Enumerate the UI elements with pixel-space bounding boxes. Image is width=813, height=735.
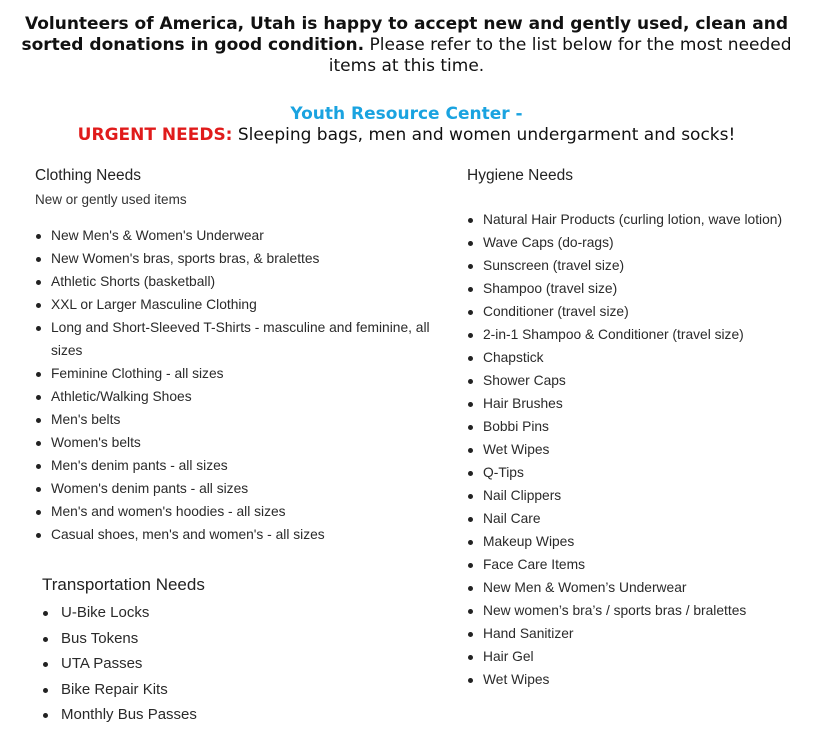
list-item: Bobbi Pins	[467, 415, 807, 438]
list-item: Men's belts	[35, 408, 450, 431]
list-item: New Women's bras, sports bras, & bralettes	[35, 247, 450, 270]
list-item: Sunscreen (travel size)	[467, 254, 807, 277]
intro-paragraph	[0, 14, 813, 77]
list-item: Face Care Items	[467, 553, 807, 576]
youth-resource-heading: Youth Resource Center -	[290, 104, 523, 124]
transportation-needs-section	[42, 574, 342, 728]
intro-bold-text: Volunteers of America, Utah is happy to accept new and gently used, clean and sorted donations in good condition.	[21, 14, 788, 55]
list-item: Athletic Shorts (basketball)	[35, 270, 450, 293]
list-item: U-Bike Locks	[42, 600, 342, 626]
list-item: Hair Brushes	[467, 392, 807, 415]
list-item: Women's belts	[35, 431, 450, 454]
clothing-needs-list	[35, 224, 450, 546]
list-item: Shower Caps	[467, 369, 807, 392]
list-item: Men's denim pants - all sizes	[35, 454, 450, 477]
list-item: Women's denim pants - all sizes	[35, 477, 450, 500]
hygiene-needs-list	[467, 208, 807, 691]
list-item: Feminine Clothing - all sizes	[35, 362, 450, 385]
list-item: Wet Wipes	[467, 668, 807, 691]
list-item: Men's and women's hoodies - all sizes	[35, 500, 450, 523]
list-item: Casual shoes, men's and women's - all sizes	[35, 523, 450, 546]
list-item: 2-in-1 Shampoo & Conditioner (travel size)	[467, 323, 807, 346]
list-item: New women’s bra’s / sports bras / bralettes	[467, 599, 807, 622]
list-item: Natural Hair Products (curling lotion, wave lotion)	[467, 208, 807, 231]
hygiene-needs-section	[467, 166, 807, 691]
list-item: Shampoo (travel size)	[467, 277, 807, 300]
urgent-needs-label: URGENT NEEDS:	[77, 125, 233, 145]
clothing-needs-subtitle: New or gently used items	[35, 192, 187, 207]
list-item: XXL or Larger Masculine Clothing	[35, 293, 450, 316]
intro-rest-text: Please refer to the list below for the most needed items at this time.	[328, 35, 792, 76]
list-item: Wave Caps (do-rags)	[467, 231, 807, 254]
list-item: Wet Wipes	[467, 438, 807, 461]
list-item: Makeup Wipes	[467, 530, 807, 553]
clothing-needs-section	[35, 166, 450, 546]
list-item: New Men's & Women's Underwear	[35, 224, 450, 247]
list-item: Hand Sanitizer	[467, 622, 807, 645]
list-item: Conditioner (travel size)	[467, 300, 807, 323]
list-item: Long and Short-Sleeved T-Shirts - masculine and feminine, all sizes	[35, 316, 450, 362]
list-item: Bike Repair Kits	[42, 677, 342, 703]
list-item: UTA Passes	[42, 651, 342, 677]
list-item: Nail Care	[467, 507, 807, 530]
urgent-needs-line	[0, 125, 813, 146]
transportation-needs-title: Transportation Needs	[42, 575, 205, 594]
transportation-needs-list	[42, 600, 342, 728]
list-item: Q-Tips	[467, 461, 807, 484]
list-item: Chapstick	[467, 346, 807, 369]
list-item: Hair Gel	[467, 645, 807, 668]
urgent-needs-text: Sleeping bags, men and women undergarment and socks!	[232, 125, 736, 145]
clothing-needs-title: Clothing Needs	[35, 167, 141, 184]
list-item: Bus Tokens	[42, 626, 342, 652]
list-item: Monthly Bus Passes	[42, 702, 342, 728]
hygiene-needs-title: Hygiene Needs	[467, 167, 573, 184]
list-item: Nail Clippers	[467, 484, 807, 507]
list-item: Athletic/Walking Shoes	[35, 385, 450, 408]
list-item: New Men & Women’s Underwear	[467, 576, 807, 599]
